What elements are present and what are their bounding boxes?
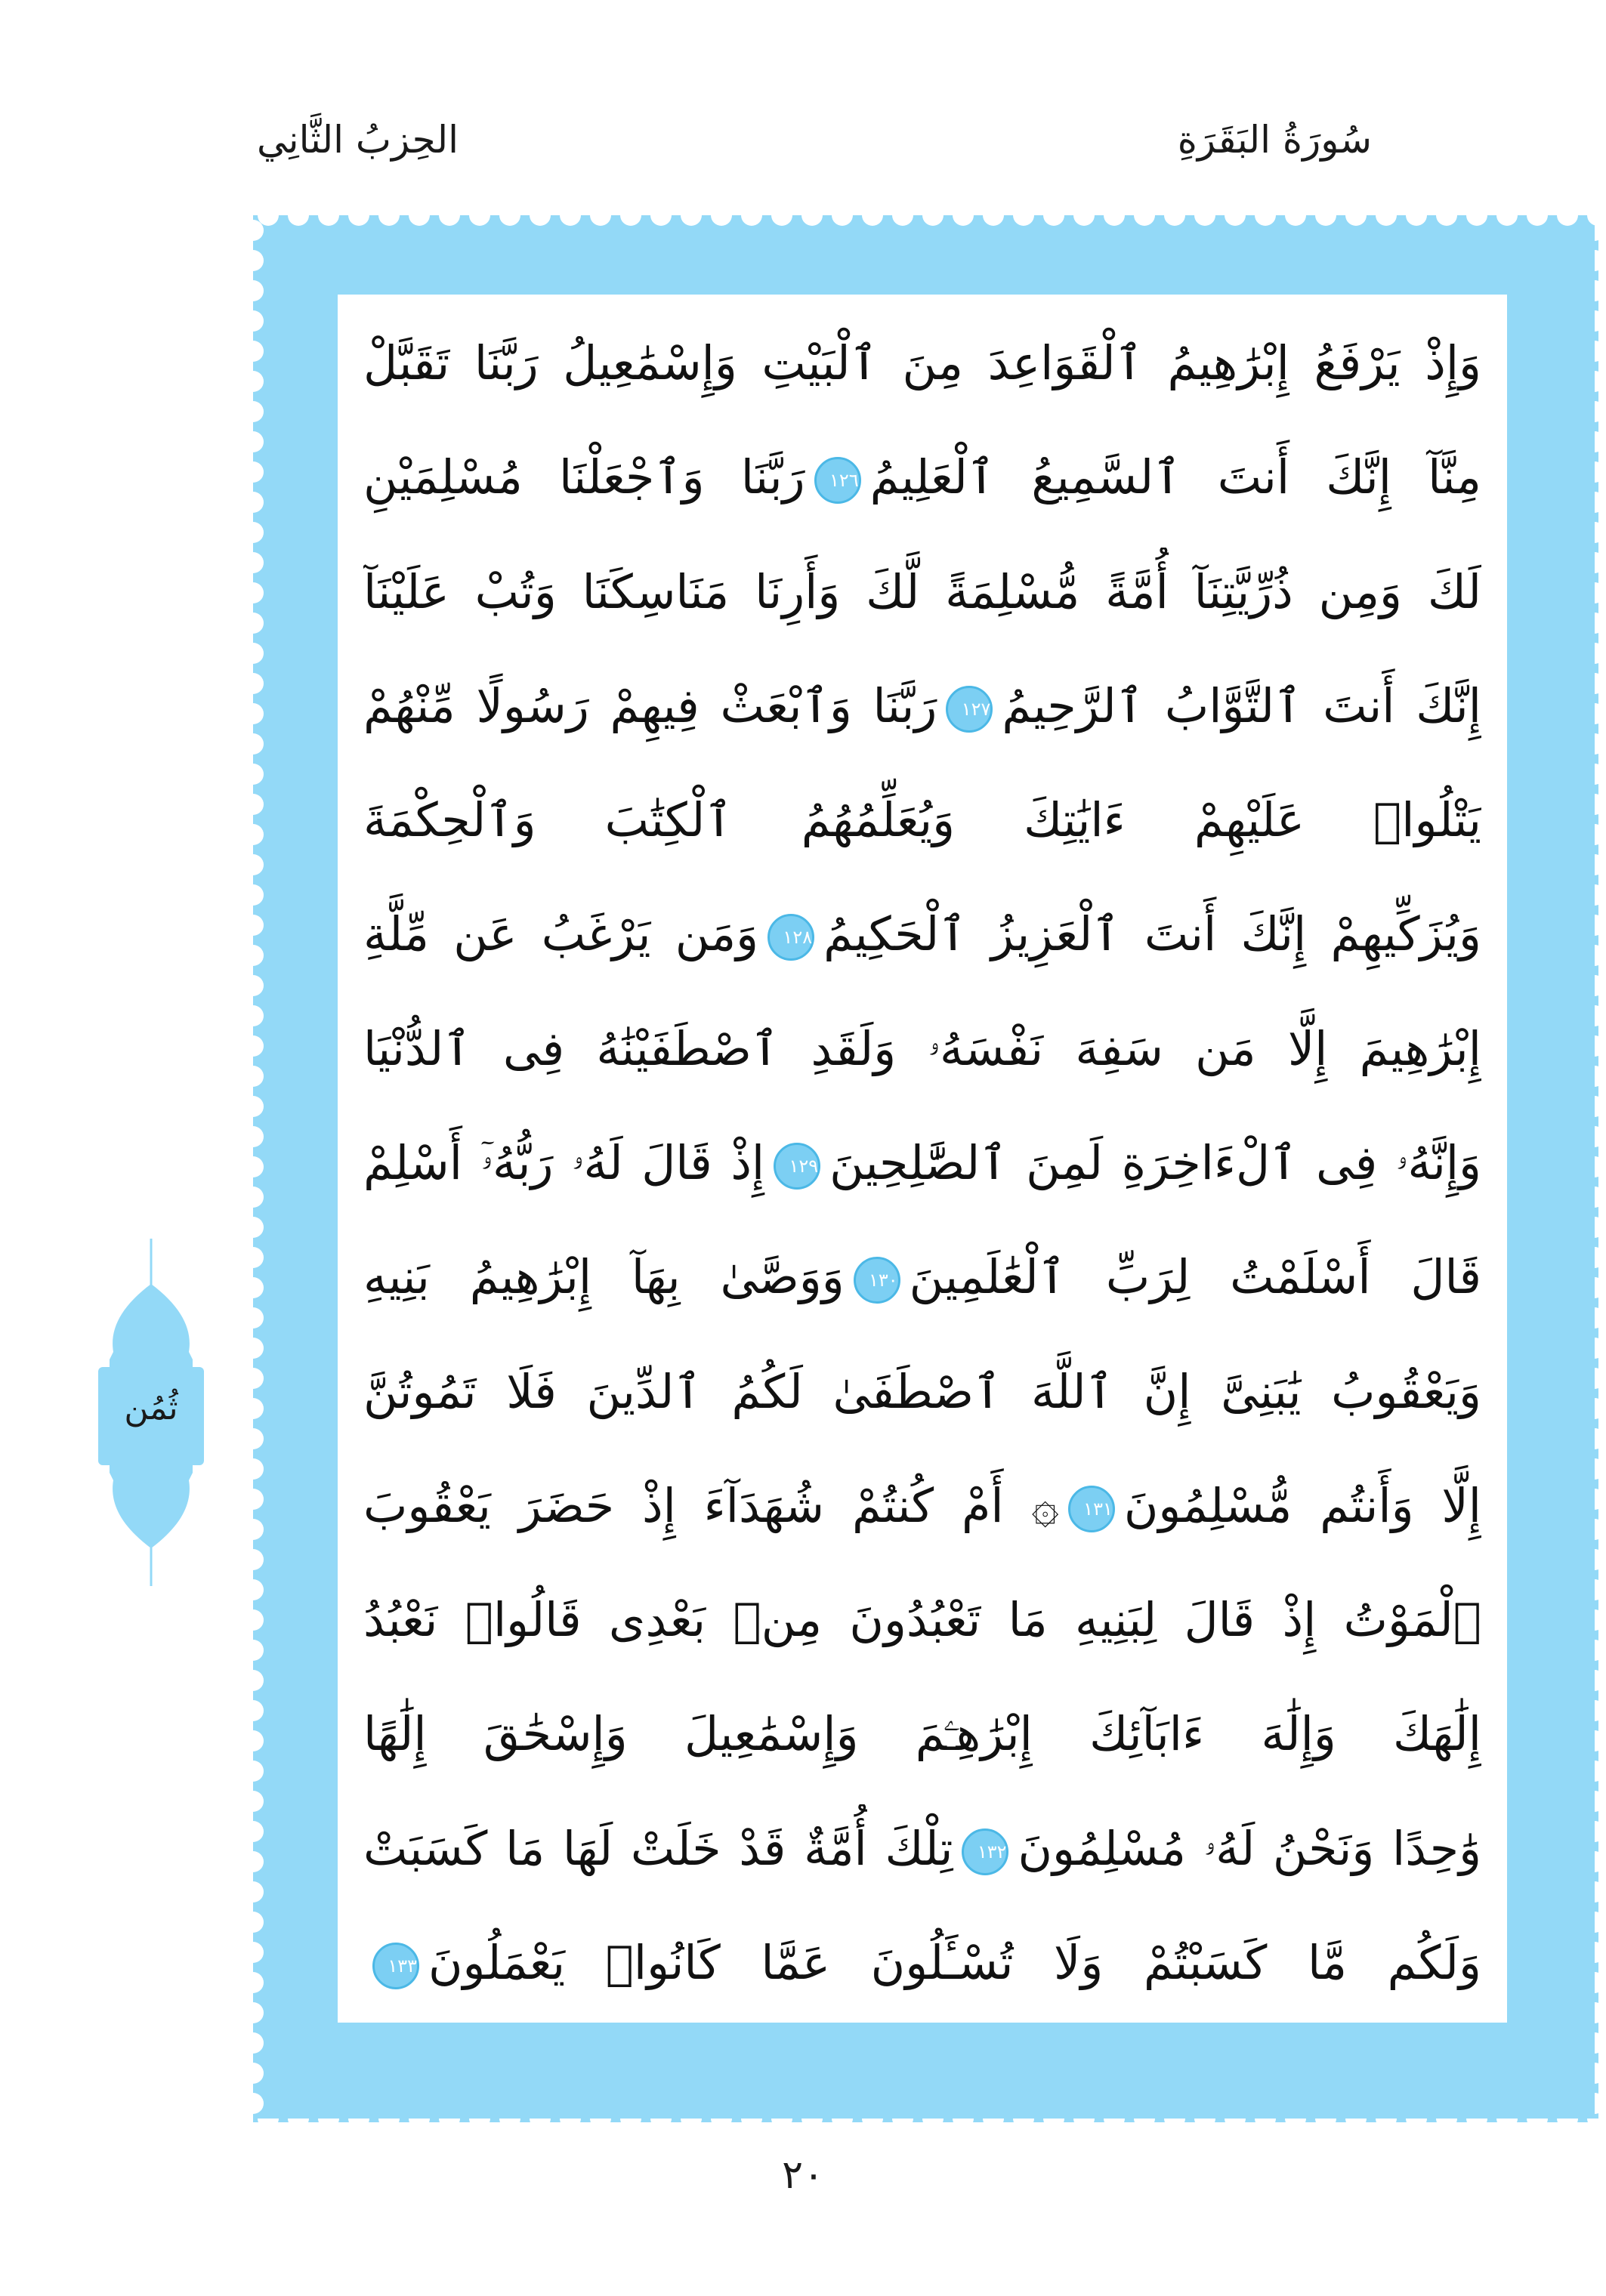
ayah-number-marker: ١٢٧ [946, 686, 993, 733]
verse-text: إِلَّا وَأَنتُم مُّسْلِمُونَ [1123, 1477, 1481, 1533]
ayah-number-marker: ١٣٣ [372, 1943, 419, 1989]
verse-line [363, 548, 1481, 637]
verse-text: إِلَٰهَكَ وَإِلَٰهَ ءَابَآئِكَ إِبْرَٰهِـۧمَ وَإِسْمَٰعِيلَ وَإِسْحَٰقَ إِلَٰهًا [363, 1706, 1481, 1762]
verse-text: وَيُزَكِّيهِمْ إِنَّكَ أَنتَ ٱلْعَزِيزُ ٱلْحَكِيمُ [823, 906, 1481, 962]
verse-text: قَالَ أَسْلَمْتُ لِرَبِّ ٱلْعَٰلَمِينَ [909, 1249, 1481, 1305]
verse-text: إِبْرَٰهِيمَ إِلَّا مَن سَفِهَ نَفْسَهُۥ وَلَقَدِ ٱصْطَفَيْنَٰهُ فِى ٱلدُّنْيَا [363, 1020, 1481, 1076]
ayah-number-marker: ١٢٩ [774, 1143, 820, 1190]
thumun-marker [91, 1239, 212, 1586]
verse-line [363, 1575, 1481, 1665]
ayah-number-marker: ١٣٢ [962, 1828, 1008, 1875]
verse-line [363, 1690, 1481, 1779]
page-number: ٢٠ [782, 2152, 824, 2198]
verse-text: وَٰحِدًا وَنَحْنُ لَهُۥ مُسْلِمُونَ [1018, 1820, 1481, 1876]
verse-text: رَبَّنَا وَٱبْعَثْ فِيهِمْ رَسُولًا مِّنْهُمْ [363, 677, 937, 733]
verse-text: وَإِذْ يَرْفَعُ إِبْرَٰهِيمُ ٱلْقَوَاعِدَ مِنَ ٱلْبَيْتِ وَإِسْمَٰعِيلُ رَبَّنَا تَقَبَّلْ [363, 335, 1481, 390]
verse-text: وَإِنَّهُۥ فِى ٱلْءَاخِرَةِ لَمِنَ ٱلصَّٰلِحِينَ [829, 1134, 1481, 1190]
verse-text: يَتْلُوا۟ عَلَيْهِمْ ءَايَٰتِكَ وَيُعَلِّمُهُمُ ٱلْكِتَٰبَ وَٱلْحِكْمَةَ [363, 792, 1481, 848]
verse-line [363, 1233, 1481, 1322]
verse-line [363, 1119, 1481, 1208]
verse-line [363, 1918, 1481, 2007]
verse-line [363, 662, 1481, 751]
verse-text: إِذْ قَالَ لَهُۥ رَبُّهُۥٓ أَسْلِمْ [363, 1134, 765, 1190]
verse-line [363, 319, 1481, 408]
verse-line [363, 1004, 1481, 1094]
surah-name: سُورَةُ البَقَرَةِ [1177, 118, 1372, 162]
verse-line [363, 1804, 1481, 1893]
thumun-label: ثُمُن [124, 1389, 178, 1427]
verse-panel [338, 295, 1507, 2023]
hizb-label: الحِزبُ الثَّانِي [257, 118, 459, 162]
verse-text: ٱلْمَوْتُ إِذْ قَالَ لِبَنِيهِ مَا تَعْبُدُونَ مِنۢ بَعْدِى قَالُوا۟ نَعْبُدُ [363, 1592, 1481, 1648]
verse-text: رَبَّنَا وَٱجْعَلْنَا مُسْلِمَيْنِ [363, 449, 805, 505]
verse-text: إِنَّكَ أَنتَ ٱلتَّوَّابُ ٱلرَّحِيمُ [1002, 677, 1481, 733]
verse-text: ۞ أَمْ كُنتُمْ شُهَدَآءَ إِذْ حَضَرَ يَعْقُوبَ [363, 1477, 1059, 1533]
ayah-number-marker: ١٣٠ [854, 1257, 900, 1304]
verse-line [363, 433, 1481, 522]
ayah-number-marker: ١٣١ [1068, 1486, 1115, 1532]
verse-lines [363, 319, 1481, 2007]
verse-text: مِنَّآ إِنَّكَ أَنتَ ٱلسَّمِيعُ ٱلْعَلِيمُ [869, 449, 1481, 505]
verse-text: وَلَكُم مَّا كَسَبْتُمْ وَلَا تُسْـَٔلُونَ عَمَّا كَانُوا۟ يَعْمَلُونَ [428, 1934, 1481, 1990]
verse-line [363, 1347, 1481, 1437]
verse-text: وَيَعْقُوبُ يَٰبَنِىَّ إِنَّ ٱللَّهَ ٱصْطَفَىٰ لَكُمُ ٱلدِّينَ فَلَا تَمُوتُنَّ [363, 1363, 1481, 1419]
verse-line [363, 1461, 1481, 1551]
verse-text: وَوَصَّىٰ بِهَآ إِبْرَٰهِيمُ بَنِيهِ [363, 1249, 845, 1305]
verse-text: وَمَن يَرْغَبُ عَن مِّلَّةِ [363, 906, 759, 962]
verse-text: تِلْكَ أُمَّةٌ قَدْ خَلَتْ لَهَا مَا كَسَبَتْ [363, 1820, 953, 1876]
verse-text: لَكَ وَمِن ذُرِّيَّتِنَآ أُمَّةً مُّسْلِمَةً لَّكَ وَأَرِنَا مَنَاسِكَنَا وَتُبْ عَلَيْنَآ [363, 563, 1481, 619]
ayah-number-marker: ١٢٦ [814, 457, 861, 504]
verse-line [363, 776, 1481, 865]
verse-line [363, 890, 1481, 979]
ayah-number-marker: ١٢٨ [767, 914, 814, 961]
